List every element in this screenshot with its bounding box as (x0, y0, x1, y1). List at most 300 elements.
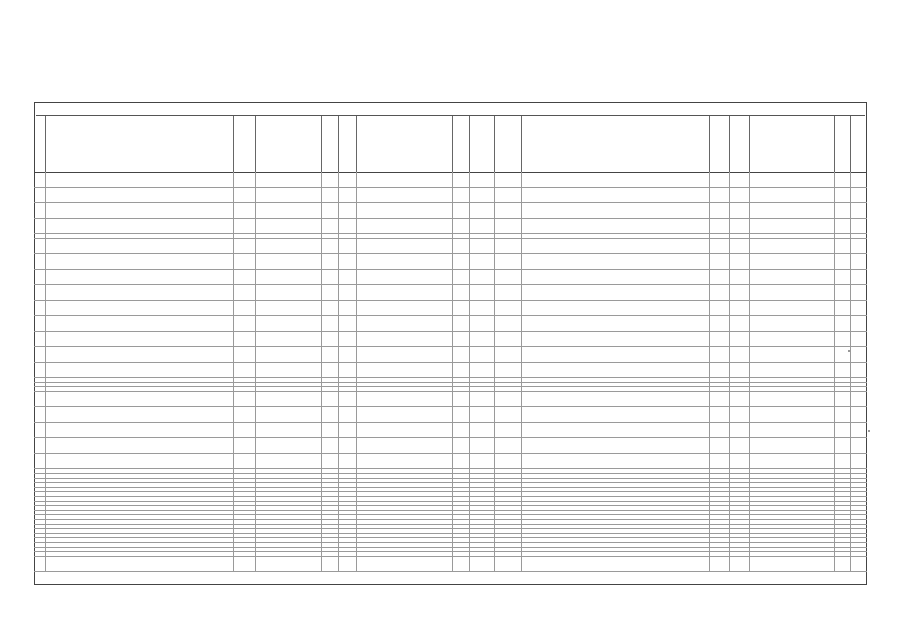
cell-structure (256, 301, 322, 316)
cell-d1 (339, 219, 357, 234)
cell-processing (357, 529, 453, 533)
cell-processing (357, 270, 453, 285)
cell-neutral (750, 502, 835, 506)
cell-processing (357, 285, 453, 300)
cell-structure (256, 488, 322, 492)
cell-m1 (322, 525, 339, 529)
table-row (34, 239, 867, 255)
cell-d2 (470, 525, 495, 529)
cell-m1 (322, 474, 339, 478)
cell-m3 (710, 378, 730, 382)
cell-d2 (470, 254, 495, 269)
cell-processing (357, 483, 453, 487)
cell-m3 (710, 301, 730, 316)
header-distance-to-neutralization (851, 116, 867, 172)
cell-m1 (322, 363, 339, 378)
cell-year (34, 497, 46, 501)
cell-processing (357, 511, 453, 515)
cell-settlement (46, 520, 234, 524)
cell-settlement (46, 270, 234, 285)
cell-d4 (851, 387, 867, 391)
cell-m4 (835, 387, 851, 391)
cell-m4 (835, 474, 851, 478)
cell-structure (256, 332, 322, 347)
table-row (34, 423, 867, 439)
cell-d1 (339, 454, 357, 469)
cell-d2 (470, 203, 495, 218)
cell-structure (256, 254, 322, 269)
table-body (34, 172, 867, 585)
table-row (34, 301, 867, 317)
cell-disposal (522, 383, 710, 387)
cell-d1 (339, 347, 357, 362)
cell-m2 (453, 488, 470, 492)
cell-disposal (522, 392, 710, 407)
cell-mass (234, 511, 256, 515)
cell-year (34, 454, 46, 469)
cell-d1 (339, 438, 357, 453)
cell-m2 (453, 234, 470, 238)
header-mass-to-disposal (710, 116, 730, 172)
cell-mass (234, 378, 256, 382)
cell-d4 (851, 285, 867, 300)
cell-d4 (851, 552, 867, 556)
cell-d1 (339, 483, 357, 487)
cell-m4 (835, 203, 851, 218)
cell-year (34, 172, 46, 187)
cell-d4 (851, 479, 867, 483)
cell-neutral (750, 219, 835, 234)
cell-d2 (470, 387, 495, 391)
cell-d4 (851, 234, 867, 238)
cell-m3 (710, 203, 730, 218)
cell-m3 (710, 474, 730, 478)
cell-disposal (522, 347, 710, 362)
cell-year (34, 234, 46, 238)
cell-disposal (522, 254, 710, 269)
header-structure-object (256, 116, 322, 172)
cell-m1 (322, 203, 339, 218)
cell-d2 (470, 239, 495, 254)
table-row (34, 203, 867, 219)
cell-neutral (750, 538, 835, 542)
cell-d1 (339, 543, 357, 547)
cell-disposal (522, 387, 710, 391)
cell-m3 (710, 383, 730, 387)
cell-share (495, 454, 522, 469)
cell-mass (234, 543, 256, 547)
cell-structure (256, 502, 322, 506)
cell-year (34, 188, 46, 203)
cell-disposal (522, 525, 710, 529)
cell-d3 (730, 538, 750, 542)
cell-structure (256, 557, 322, 572)
cell-d4 (851, 454, 867, 469)
header-mass-to-processing (453, 116, 470, 172)
cell-m1 (322, 557, 339, 572)
cell-m2 (453, 515, 470, 519)
cell-d2 (470, 234, 495, 238)
cell-m4 (835, 378, 851, 382)
cell-d3 (730, 529, 750, 533)
cell-d3 (730, 525, 750, 529)
cell-d4 (851, 363, 867, 378)
header-disposal-object (522, 116, 710, 172)
cell-m3 (710, 347, 730, 362)
cell-settlement (46, 469, 234, 473)
cell-mass (234, 188, 256, 203)
cell-d3 (730, 497, 750, 501)
cell-mass (234, 219, 256, 234)
cell-m4 (835, 219, 851, 234)
cell-d3 (730, 506, 750, 510)
cell-mass (234, 285, 256, 300)
cell-m1 (322, 520, 339, 524)
cell-d3 (730, 254, 750, 269)
cell-disposal (522, 219, 710, 234)
cell-d2 (470, 454, 495, 469)
cell-m1 (322, 515, 339, 519)
cell-m1 (322, 479, 339, 483)
cell-m3 (710, 497, 730, 501)
cell-m4 (835, 520, 851, 524)
cell-mass (234, 497, 256, 501)
cell-settlement (46, 506, 234, 510)
cell-m3 (710, 529, 730, 533)
cell-structure (256, 188, 322, 203)
cell-d4 (851, 483, 867, 487)
cell-settlement (46, 492, 234, 496)
cell-share (495, 520, 522, 524)
cell-structure (256, 469, 322, 473)
header-distance-to-sorting (339, 116, 357, 172)
cell-year (34, 203, 46, 218)
cell-m2 (453, 392, 470, 407)
cell-d1 (339, 378, 357, 382)
cell-year (34, 301, 46, 316)
cell-m2 (453, 407, 470, 422)
cell-disposal (522, 474, 710, 478)
cell-disposal (522, 502, 710, 506)
cell-mass (234, 383, 256, 387)
cell-disposal (522, 454, 710, 469)
cell-share (495, 239, 522, 254)
cell-structure (256, 219, 322, 234)
cell-m3 (710, 172, 730, 187)
cell-settlement (46, 557, 234, 572)
cell-m2 (453, 492, 470, 496)
cell-settlement (46, 392, 234, 407)
cell-structure (256, 203, 322, 218)
cell-year (34, 332, 46, 347)
cell-m3 (710, 454, 730, 469)
cell-d4 (851, 557, 867, 572)
cell-share (495, 515, 522, 519)
cell-d2 (470, 219, 495, 234)
cell-d1 (339, 557, 357, 572)
cell-d3 (730, 483, 750, 487)
cell-structure (256, 483, 322, 487)
cell-settlement (46, 538, 234, 542)
cell-m2 (453, 254, 470, 269)
header-distance-to-disposal (730, 116, 750, 172)
cell-disposal (522, 548, 710, 552)
cell-share (495, 203, 522, 218)
header-settlement (46, 116, 234, 172)
cell-processing (357, 363, 453, 378)
cell-d4 (851, 407, 867, 422)
cell-share (495, 534, 522, 538)
cell-neutral (750, 301, 835, 316)
cell-year (34, 438, 46, 453)
cell-mass (234, 392, 256, 407)
cell-neutral (750, 511, 835, 515)
cell-year (34, 407, 46, 422)
cell-share (495, 316, 522, 331)
table-row (34, 438, 867, 454)
cell-m3 (710, 548, 730, 552)
cell-year (34, 378, 46, 382)
cell-year (34, 488, 46, 492)
cell-structure (256, 479, 322, 483)
cell-settlement (46, 332, 234, 347)
cell-processing (357, 407, 453, 422)
cell-d3 (730, 239, 750, 254)
cell-d1 (339, 363, 357, 378)
cell-m1 (322, 483, 339, 487)
cell-d1 (339, 506, 357, 510)
cell-d4 (851, 538, 867, 542)
cell-processing (357, 520, 453, 524)
cell-m1 (322, 347, 339, 362)
cell-m2 (453, 543, 470, 547)
cell-d2 (470, 511, 495, 515)
cell-d2 (470, 543, 495, 547)
cell-d2 (470, 515, 495, 519)
cell-d3 (730, 474, 750, 478)
cell-d1 (339, 188, 357, 203)
cell-m2 (453, 538, 470, 542)
cell-share (495, 332, 522, 347)
cell-share (495, 378, 522, 382)
cell-d1 (339, 497, 357, 501)
cell-d2 (470, 548, 495, 552)
cell-m3 (710, 534, 730, 538)
cell-disposal (522, 270, 710, 285)
cell-d1 (339, 203, 357, 218)
cell-m3 (710, 234, 730, 238)
cell-share (495, 506, 522, 510)
cell-settlement (46, 347, 234, 362)
cell-processing (357, 506, 453, 510)
cell-year (34, 270, 46, 285)
cell-d3 (730, 479, 750, 483)
cell-year (34, 520, 46, 524)
cell-disposal (522, 378, 710, 382)
cell-structure (256, 492, 322, 496)
header-mass-to-sorting (322, 116, 339, 172)
cell-neutral (750, 515, 835, 519)
cell-processing (357, 515, 453, 519)
header-mass-formed (234, 116, 256, 172)
cell-d1 (339, 387, 357, 391)
cell-d1 (339, 502, 357, 506)
table-row (34, 347, 867, 363)
cell-m2 (453, 534, 470, 538)
cell-neutral (750, 543, 835, 547)
cell-structure (256, 378, 322, 382)
cell-neutral (750, 203, 835, 218)
cell-neutral (750, 548, 835, 552)
cell-m4 (835, 407, 851, 422)
cell-mass (234, 488, 256, 492)
cell-d4 (851, 492, 867, 496)
cell-share (495, 525, 522, 529)
cell-neutral (750, 492, 835, 496)
cell-settlement (46, 552, 234, 556)
cell-d3 (730, 392, 750, 407)
cell-d4 (851, 506, 867, 510)
cell-m2 (453, 552, 470, 556)
cell-m4 (835, 529, 851, 533)
cell-disposal (522, 538, 710, 542)
cell-m1 (322, 552, 339, 556)
cell-year (34, 219, 46, 234)
cell-settlement (46, 172, 234, 187)
cell-d4 (851, 497, 867, 501)
cell-disposal (522, 543, 710, 547)
cell-d3 (730, 270, 750, 285)
header-share-to-disposal (495, 116, 522, 172)
cell-structure (256, 497, 322, 501)
cell-neutral (750, 239, 835, 254)
cell-settlement (46, 479, 234, 483)
cell-neutral (750, 392, 835, 407)
cell-settlement (46, 423, 234, 438)
cell-m1 (322, 387, 339, 391)
cell-m4 (835, 239, 851, 254)
cell-d2 (470, 506, 495, 510)
cell-share (495, 387, 522, 391)
cell-d2 (470, 423, 495, 438)
cell-year (34, 548, 46, 552)
cell-processing (357, 387, 453, 391)
table-row (34, 557, 867, 573)
cell-year (34, 387, 46, 391)
cell-mass (234, 270, 256, 285)
cell-mass (234, 483, 256, 487)
cell-settlement (46, 407, 234, 422)
cell-mass (234, 557, 256, 572)
cell-m3 (710, 332, 730, 347)
cell-m2 (453, 479, 470, 483)
cell-d1 (339, 270, 357, 285)
table-row (34, 188, 867, 204)
cell-d4 (851, 520, 867, 524)
cell-d3 (730, 502, 750, 506)
cell-structure (256, 438, 322, 453)
cell-m4 (835, 332, 851, 347)
cell-m3 (710, 316, 730, 331)
cell-m4 (835, 506, 851, 510)
cell-share (495, 488, 522, 492)
cell-m1 (322, 497, 339, 501)
cell-year (34, 552, 46, 556)
cell-m4 (835, 392, 851, 407)
cell-m2 (453, 172, 470, 187)
cell-disposal (522, 203, 710, 218)
cell-processing (357, 301, 453, 316)
cell-d4 (851, 534, 867, 538)
cell-mass (234, 239, 256, 254)
cell-m1 (322, 548, 339, 552)
header-processing-object (357, 116, 453, 172)
cell-settlement (46, 525, 234, 529)
cell-m4 (835, 483, 851, 487)
cell-structure (256, 285, 322, 300)
cell-d3 (730, 438, 750, 453)
cell-d4 (851, 383, 867, 387)
cell-processing (357, 557, 453, 572)
cell-m2 (453, 483, 470, 487)
cell-m3 (710, 479, 730, 483)
cell-processing (357, 534, 453, 538)
cell-m3 (710, 520, 730, 524)
cell-m2 (453, 502, 470, 506)
cell-d1 (339, 548, 357, 552)
cell-structure (256, 347, 322, 362)
cell-share (495, 383, 522, 387)
cell-m3 (710, 488, 730, 492)
cell-m1 (322, 254, 339, 269)
cell-structure (256, 525, 322, 529)
cell-neutral (750, 407, 835, 422)
cell-d1 (339, 172, 357, 187)
header-neutralization-object (750, 116, 835, 172)
cell-year (34, 525, 46, 529)
cell-m4 (835, 285, 851, 300)
cell-d1 (339, 474, 357, 478)
cell-d2 (470, 483, 495, 487)
cell-share (495, 538, 522, 542)
cell-d4 (851, 423, 867, 438)
cell-disposal (522, 534, 710, 538)
cell-settlement (46, 316, 234, 331)
cell-processing (357, 254, 453, 269)
cell-share (495, 407, 522, 422)
cell-d3 (730, 488, 750, 492)
cell-m3 (710, 557, 730, 572)
cell-disposal (522, 488, 710, 492)
cell-d2 (470, 469, 495, 473)
cell-d4 (851, 347, 867, 362)
cell-neutral (750, 423, 835, 438)
cell-neutral (750, 469, 835, 473)
cell-share (495, 188, 522, 203)
cell-structure (256, 543, 322, 547)
cell-share (495, 483, 522, 487)
cell-m4 (835, 423, 851, 438)
cell-settlement (46, 488, 234, 492)
cell-m2 (453, 347, 470, 362)
table-row (34, 454, 867, 470)
cell-m1 (322, 492, 339, 496)
cell-processing (357, 474, 453, 478)
cell-share (495, 301, 522, 316)
cell-settlement (46, 285, 234, 300)
cell-m4 (835, 383, 851, 387)
cell-share (495, 347, 522, 362)
